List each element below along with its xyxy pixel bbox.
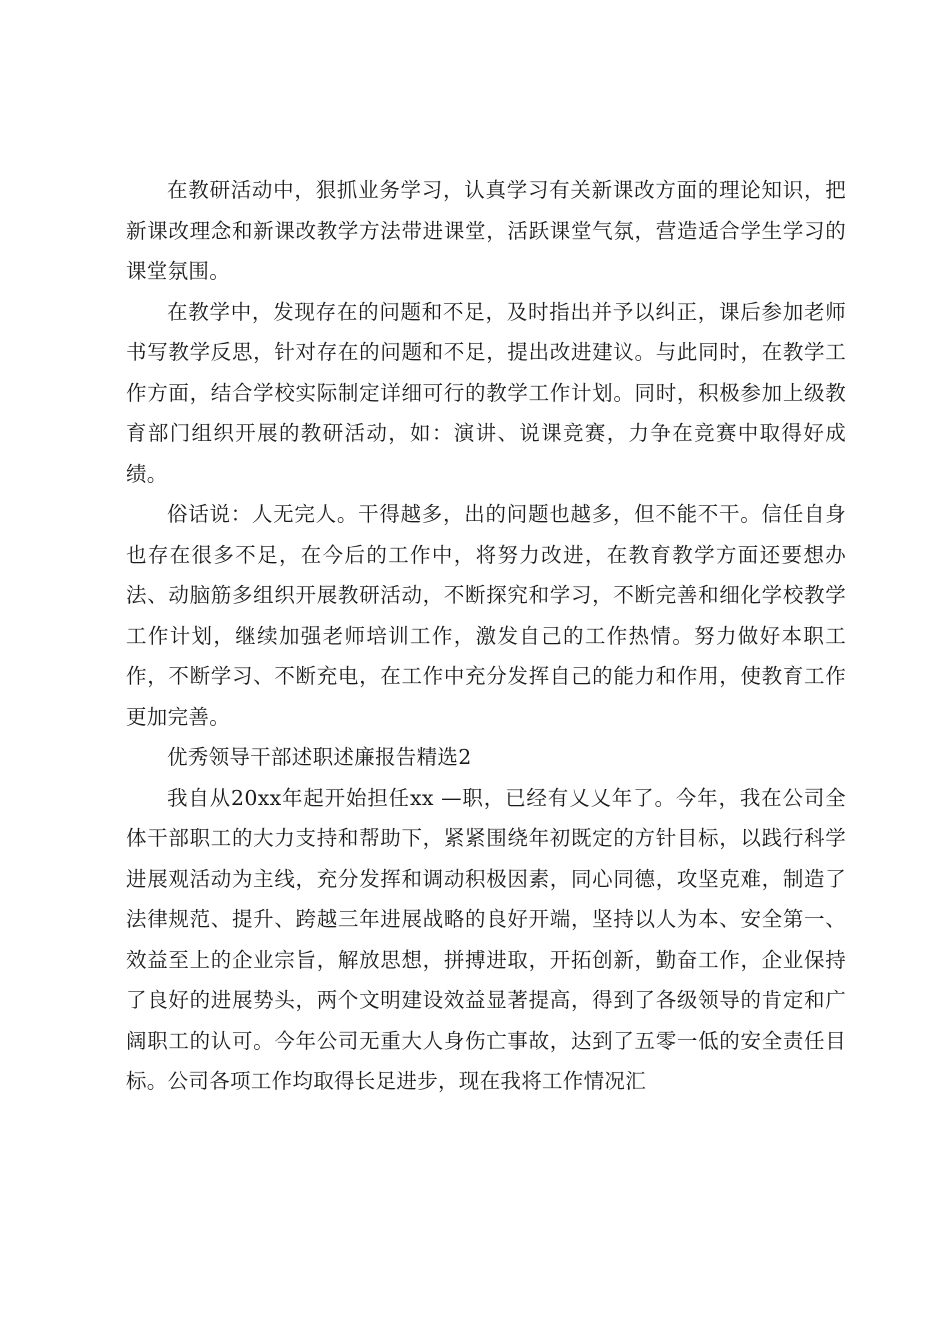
document-body <box>126 170 846 1102</box>
section-heading: 优秀领导干部述职述廉报告精选2 <box>167 745 472 769</box>
paragraph-teaching-problems: 在教学中，发现存在的问题和不足，及时指出并予以纠正，课后参加老师书写教学反思，针对存在的问题和不足，提出改进建议。与此同时，在教学工作方面，结合学校实际制定详细可行的教学工作计划。同时，积极参加上级教育部门组织开展的教研活动，如：演讲、说课竞赛，力争在竞赛中取得好成绩。 <box>126 299 846 486</box>
paragraph-report-intro: 我自从20xx年起开始担任xx —职，已经有乂乂年了。今年，我在公司全体干部职工的大力支持和帮助下，紧紧围绕年初既定的方针目标，以践行科学进展观活动为主线，充分发挥和调动积极因素，同心同德，攻坚克难，制造了法律规范、提升、跨越三年进展战略的良好开端，坚持以人为本、安全第一、效益至上的企业宗旨，解放思想，拼搏进取，开拓创新，勤奋工作，企业保持了良好的进展势头，两个文明建设效益显著提高，得到了各级领导的肯定和广阔职工的认可。今年公司无重大人身伤亡事故，达到了五零一低的安全责任目标。公司各项工作均取得长足进步，现在我将工作情况汇 <box>126 785 846 1093</box>
paragraph-teaching-research: 在教研活动中，狠抓业务学习，认真学习有关新课改方面的理论知识，把新课改理念和新课改教学方法带进课堂，活跃课堂气氛，营造适合学生学习的课堂氛围。 <box>126 178 846 283</box>
paragraph-self-reflection: 俗话说：人无完人。干得越多，出的问题也越多，但不能不干。信任自身也存在很多不足，在今后的工作中，将努力改进，在教育教学方面还要想办法、动脑筋多组织开展教研活动，不断探究和学习，不断完善和细化学校教学工作计划，继续加强老师培训工作，激发自己的工作热情。努力做好本职工作，不断学习、不断充电，在工作中充分发挥自己的能力和作用，使教育工作更加完善。 <box>126 502 846 729</box>
